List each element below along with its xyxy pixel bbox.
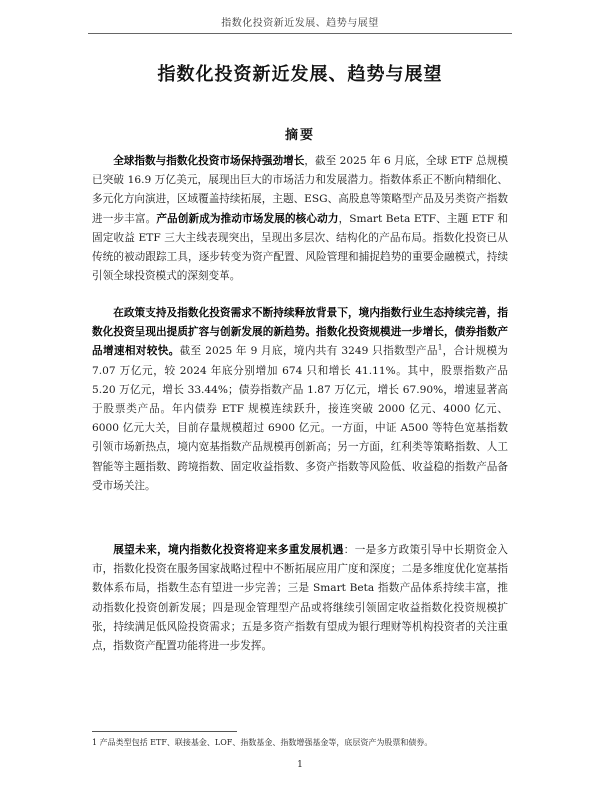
paragraph-1-bold-mid: 产品创新成为推动市场发展的核心动力 [156,212,339,225]
paragraph-1-text-b: ，Smart Beta ETF、主题 ETF 和固定收益 ETF 三大主线表现突出，呈现出多层次、结构化的产品布局。指数化投资已从传统的被动跟踪工具，逐步转变为资产配置、风险管理和捕捉趋势的重要金融模式，持续引领全球投资模式的深刻变革。 [92,212,509,283]
footnote-reference[interactable]: 1 [437,343,443,352]
abstract-paragraph-1 [92,152,508,286]
paragraph-2-bold-lead: 在政策支持及指数化投资需求不断持续释放背景下，境内指数行业生态持续完善，指数化投资呈现出提质扩容与创新发展的新趋势。指数化投资规模进一步增长，债券指数产品增速相对较快。 [92,307,508,358]
header-divider [88,33,512,34]
paragraph-1-bold-lead: 全球指数与指数化投资市场保持强劲增长 [113,155,305,167]
page-number: 1 [297,760,303,770]
document-title: 指数化投资新近发展、趋势与展望 [157,64,443,85]
paragraph-3-text-a: ：一是多方政策引导中长期资金入市，指数化投资在服务国家战略过程中不断拓展应用广度和深度；二是多维度优化宽基指数体系布局，指数生态有望进一步完善；三是 Smart Beta 指数产品体系持续丰富，推动指数化投资创新发展；四是现金管理型产品或将继续引领固定收益指数化投资规模扩张，持续满足低风险投资需求；五是多资产指数有望成为银行理财等机构投资者的关注重点，指数资产配置功能将进一步发挥。 [92,544,508,653]
running-header: 指数化投资新近发展、趋势与展望 [221,18,379,29]
paragraph-1-text-a: ，截至 2025 年 6 月底，全球 ETF 总规模已突破 16.9 万亿美元，展现出巨大的市场活力和发展潜力。指数体系正不断向精细化、多元化方向演进，区域覆盖持续拓展，主题、ESG、高股息等策略型产品及另类资产指数进一步丰富。 [92,155,508,225]
footnote: 1 产品类型包括 ETF、联接基金、LOF、指数基金、指数增强基金等，底层资产为股票和债券。 [92,738,433,747]
paragraph-3-bold-lead: 展望未来，境内指数化投资将迎来多重发展机遇 [113,544,344,556]
footnote-divider [92,731,237,732]
abstract-heading: 摘要 [284,128,315,143]
paragraph-2-text-a: 截至 2025 年 9 月底，境内共有 3249 只指数型产品 [179,345,438,358]
abstract-paragraph-2 [92,304,508,496]
abstract-paragraph-3 [92,541,508,656]
paragraph-2-text-b: ，合计规模为 7.07 万亿元，较 2024 年底分别增加 674 只和增长 41.11%。其中，股票指数产品 5.20 万亿元，增长 33.44%；债券指数产品 1.87 万亿元，增长 67.90%，增速显著高于股票类产品。年内债券 ETF 规模连续跃升，接连突破 2000 亿元、4000 亿元、6000 亿元大关，目前存量规模超过 6900 亿元。一方面，中证 A500 等特色宽基指数引领市场新热点，境内宽基指数产品规模再创新高；另一方面，红利类等策略指数、人工智能等主题指数、跨境指数、固定收益指数、多资产指数等风险低、收益稳的指数产品备受市场关注。 [92,345,508,492]
